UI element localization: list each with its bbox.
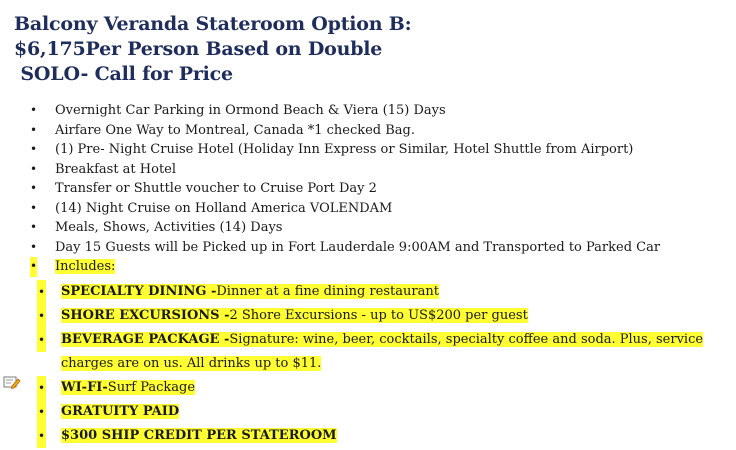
itinerary-list <box>0 101 736 277</box>
include-item-ship-credit <box>0 424 736 448</box>
list-item <box>0 179 736 199</box>
list-item <box>0 121 736 141</box>
include-bold: $300 SHIP CREDIT PER STATEROOM <box>61 428 337 443</box>
bullet-icon: • <box>30 122 38 137</box>
bullet-icon: • <box>37 280 46 304</box>
bullet-icon: • <box>30 200 38 215</box>
list-item <box>0 160 736 180</box>
list-item <box>0 238 736 258</box>
list-item <box>0 199 736 219</box>
includes-label: Includes: <box>55 259 116 274</box>
include-detail: Dinner at a fine dining restaurant <box>216 284 439 299</box>
include-text <box>61 284 439 299</box>
bullet-icon: • <box>30 239 38 254</box>
include-item-gratuity <box>0 400 736 424</box>
bullet-icon: • <box>37 424 46 448</box>
title-line-2: $6,175Per Person Based on Double <box>14 38 383 60</box>
include-bold: SPECIALTY DINING - <box>61 284 217 299</box>
list-item <box>0 101 736 121</box>
bullet-icon: • <box>30 257 37 277</box>
list-item-text: Day 15 Guests will be Picked up in Fort Lauderdale 9:00AM and Transported to Parked Car <box>55 239 661 255</box>
bullet-icon: • <box>30 161 38 176</box>
list-item-text: Transfer or Shuttle voucher to Cruise Port Day 2 <box>55 181 377 196</box>
include-bold: GRATUITY PAID <box>61 404 180 419</box>
list-item <box>0 140 736 160</box>
bullet-icon: • <box>37 304 46 328</box>
bullet-icon: • <box>37 328 46 352</box>
list-item <box>0 218 736 238</box>
edit-note-icon[interactable] <box>3 374 21 390</box>
include-bold: SHORE EXCURSIONS - <box>61 308 230 323</box>
title-line-1: Balcony Veranda Stateroom Option B: <box>14 13 412 35</box>
include-detail: 2 Shore Excursions - up to US$200 per guest <box>229 308 528 323</box>
include-text <box>61 308 528 323</box>
list-item-text: Meals, Shows, Activities (14) Days <box>55 220 283 235</box>
include-item-shore-excursions <box>0 304 736 328</box>
list-item-text: Overnight Car Parking in Ormond Beach & Viera (15) Days <box>55 103 446 118</box>
title-line-3: SOLO- Call for Price <box>14 63 233 85</box>
list-item-text: (14) Night Cruise on Holland America VOLENDAM <box>55 200 393 216</box>
include-item-wifi <box>0 376 736 400</box>
include-bold: BEVERAGE PACKAGE - <box>61 332 230 347</box>
include-detail: Surf Package <box>107 380 196 395</box>
bullet-icon: • <box>30 103 38 117</box>
bullet-icon: • <box>30 142 38 156</box>
include-text <box>61 380 195 395</box>
bullet-icon: • <box>37 376 46 400</box>
include-detail: Signature: wine, beer, cocktails, specialty coffee and soda. Plus, service charges are on us. All drinks up to $11. <box>61 332 704 371</box>
includes-item <box>0 257 736 277</box>
bullet-icon: • <box>37 400 46 424</box>
page-title <box>14 12 411 87</box>
include-item-beverage-package <box>0 328 736 376</box>
include-bold: WI-FI- <box>61 380 108 395</box>
includes-list <box>0 280 736 448</box>
include-text <box>61 404 179 419</box>
include-text <box>61 428 337 443</box>
bullet-icon: • <box>30 220 38 234</box>
list-item-text: Airfare One Way to Montreal, Canada *1 checked Bag. <box>55 122 416 138</box>
include-item-specialty-dining <box>0 280 736 304</box>
include-text <box>61 332 703 371</box>
list-item-text: Breakfast at Hotel <box>55 161 177 177</box>
list-item-text: (1) Pre- Night Cruise Hotel (Holiday Inn Express or Similar, Hotel Shuttle from Airport) <box>55 142 634 157</box>
edit-note-icon-svg <box>3 374 21 390</box>
bullet-icon: • <box>30 181 38 195</box>
